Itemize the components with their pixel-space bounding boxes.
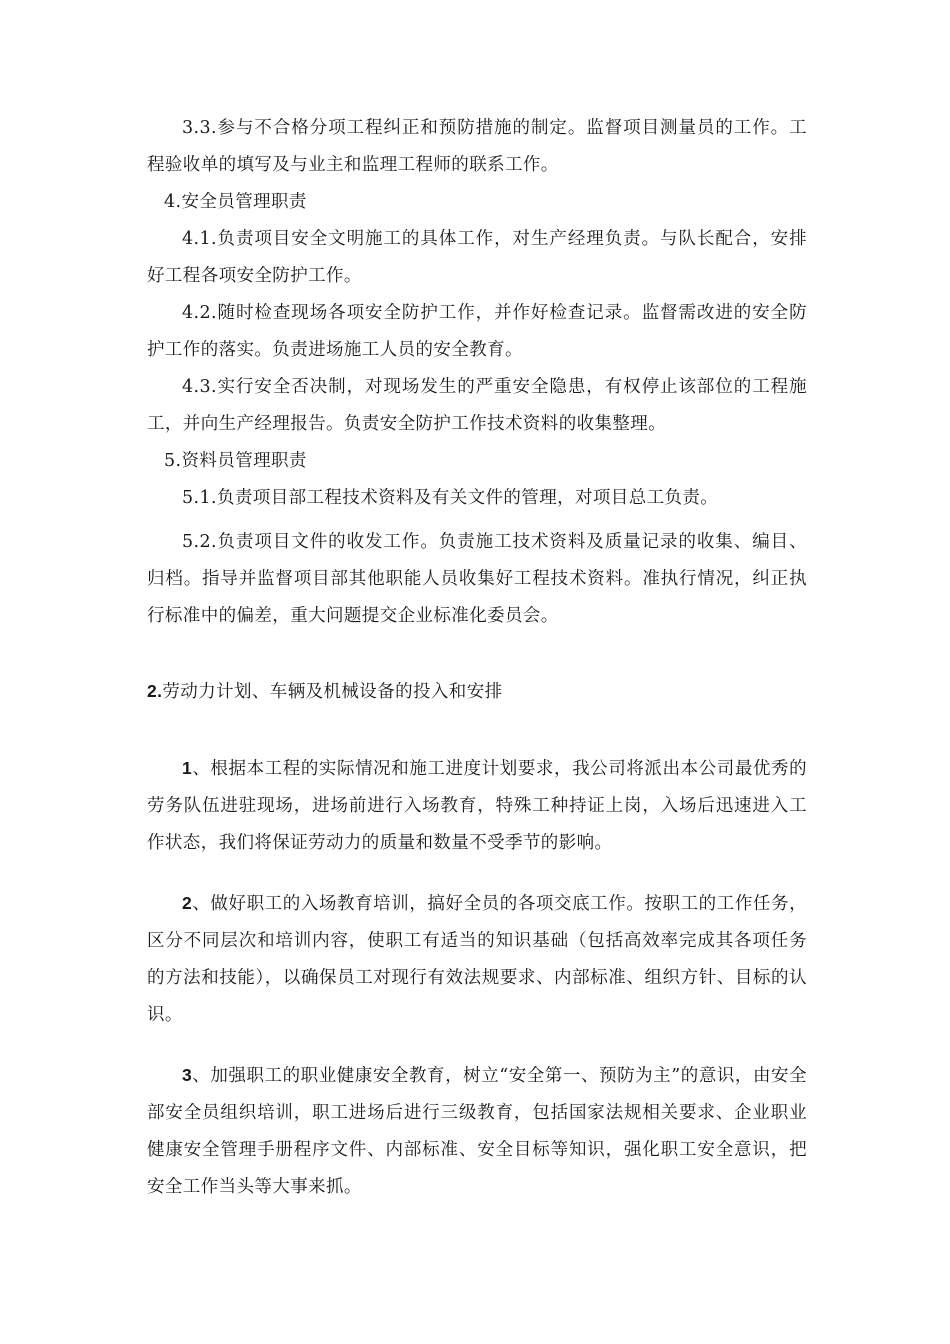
paragraph-text: 4.3.实行安全否决制，对现场发生的严重安全隐患，有权停止该部位的工程施工，并向生产经理报告。负责安全防护工作技术资料的收集整理。 (147, 377, 807, 434)
item-number: 3 (182, 1065, 193, 1085)
paragraph-body (147, 1057, 807, 1206)
paragraph-item-1 (147, 750, 807, 862)
paragraph-5-2 (147, 524, 807, 635)
item-number: 2 (182, 893, 193, 913)
paragraph-text: 4.2.随时检查现场各项安全防护工作，并作好检查记录。监督需改进的安全防护工作的落实。负责进场施工人员的安全教育。 (147, 303, 807, 360)
paragraph-text: 、加强职工的职业健康安全教育，树立“安全第一、预防为主”的意识，由安全部安全员组织培训，职工进场后进行三级教育，包括国家法规相关要求、企业职业健康安全管理手册程序文件、内部标准、安全目标等知识，强化职工安全意识，把安全工作当头等大事来抓。 (147, 1066, 807, 1197)
paragraph-text: 、根据本工程的实际情况和施工进度计划要求，我公司将派出本公司最优秀的劳务队伍进驻现场，进场前进行入场教育，特殊工种持证上岗，入场后迅速进入工作状态，我们将保证劳动力的质量和数量不受季节的影响。 (147, 759, 807, 853)
heading-text: 5.资料员管理职责 (164, 451, 307, 471)
heading-5 (147, 443, 807, 480)
heading-text: 4.安全员管理职责 (164, 192, 307, 212)
section-title: 劳动力计划、车辆及机械设备的投入和安排 (162, 682, 503, 702)
paragraph-text: 5.1.负责项目部工程技术资料及有关文件的管理，对项目总工负责。 (182, 488, 719, 508)
section-2-heading (147, 676, 807, 707)
paragraph-4-1 (147, 221, 807, 295)
paragraph-body (147, 885, 807, 1034)
paragraph-item-2 (147, 885, 807, 1034)
heading-4 (147, 184, 807, 221)
paragraph-text: 、做好职工的入场教育培训，搞好全员的各项交底工作。按职工的工作任务，区分不同层次和培训内容，使职工有适当的知识基础（包括高效率完成其各项任务的方法和技能），以确保员工对现行有效法规要求、内部标准、组织方针、目标的认识。 (147, 894, 807, 1025)
paragraph-text: 5.2.负责项目文件的收发工作。负责施工技术资料及质量记录的收集、编目、归档。指导并监督项目部其他职能人员收集好工程技术资料。准执行情况，纠正执行标准中的偏差，重大问题提交企业标准化委员会。 (147, 532, 807, 626)
paragraph-5-1 (147, 480, 807, 517)
paragraph-text: 3.3.参与不合格分项工程纠正和预防措施的制定。监督项目测量员的工作。工程验收单的填写及与业主和监理工程师的联系工作。 (147, 118, 807, 175)
paragraph-4-3 (147, 369, 807, 443)
paragraph-4-2 (147, 295, 807, 369)
section-number: 2. (147, 681, 163, 701)
paragraph-3-3 (147, 110, 807, 184)
item-number: 1 (182, 758, 193, 778)
paragraph-text: 4.1.负责项目安全文明施工的具体工作，对生产经理负责。与队长配合，安排好工程各项安全防护工作。 (147, 229, 807, 286)
paragraph-item-3 (147, 1057, 807, 1206)
paragraph-body (147, 750, 807, 862)
